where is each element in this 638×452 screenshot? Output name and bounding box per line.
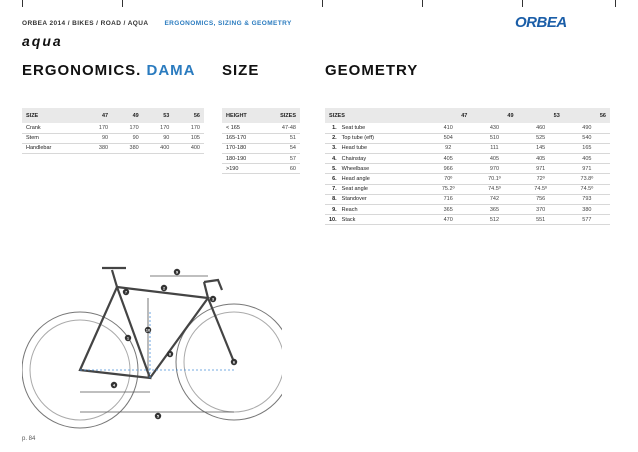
table-row xyxy=(325,143,610,153)
row-label: Seat angle xyxy=(340,184,425,194)
table-cell: 405 xyxy=(518,154,564,164)
column-header: 56 xyxy=(599,112,606,119)
table-cell: 577 xyxy=(564,215,610,225)
column-header: SIZE xyxy=(26,112,39,119)
table-cell: 92 xyxy=(425,143,471,153)
marker-5 xyxy=(155,413,161,419)
table-row xyxy=(325,164,610,174)
crop-mark xyxy=(122,0,123,7)
svg-text:7: 7 xyxy=(124,289,128,295)
table-cell: >190 xyxy=(222,164,265,174)
svg-text:1: 1 xyxy=(126,335,130,341)
table-cell: 111 xyxy=(471,143,517,153)
table-cell: 74.5º xyxy=(471,184,517,194)
row-label: Reach xyxy=(340,205,425,215)
seatpost xyxy=(112,270,117,287)
table-cell: 460 xyxy=(518,123,564,133)
model-logo: aqua xyxy=(22,33,63,49)
table-cell: Crank xyxy=(22,123,81,133)
handlebar xyxy=(204,280,222,298)
table-cell: < 165 xyxy=(222,123,265,133)
table-cell: 971 xyxy=(564,164,610,174)
column-header: HEIGHT xyxy=(226,112,247,119)
row-number: 3. xyxy=(325,143,340,153)
table-cell: 90 xyxy=(112,133,143,143)
row-number: 1. xyxy=(325,123,340,133)
table-cell: 57 xyxy=(265,154,300,164)
fork xyxy=(208,298,236,365)
column-header: 47 xyxy=(461,112,468,119)
table-cell: 380 xyxy=(81,143,112,153)
table-row xyxy=(222,164,300,174)
table-row xyxy=(325,215,610,225)
column-header: 53 xyxy=(163,112,170,119)
table-row xyxy=(325,133,610,143)
ergonomics-title-accent: DAMA xyxy=(146,62,196,79)
table-cell: 400 xyxy=(143,143,174,153)
table-row xyxy=(222,143,300,153)
table-cell: 365 xyxy=(471,205,517,215)
row-number: 6. xyxy=(325,174,340,184)
column-header: SIZES xyxy=(280,112,296,119)
row-number: 9. xyxy=(325,205,340,215)
svg-text:2: 2 xyxy=(162,285,166,291)
table-cell: 170 xyxy=(112,123,143,133)
table-row xyxy=(325,184,610,194)
table-cell: 504 xyxy=(425,133,471,143)
table-cell: 405 xyxy=(471,154,517,164)
table-cell: 51 xyxy=(265,133,300,143)
table-cell: 490 xyxy=(564,123,610,133)
size-title: SIZE xyxy=(222,62,260,79)
table-cell: 170 xyxy=(173,123,204,133)
table-cell: 72º xyxy=(518,174,564,184)
marker-3 xyxy=(210,296,216,302)
marker-8 xyxy=(167,351,173,357)
table-row xyxy=(222,133,300,143)
table-cell: 165-170 xyxy=(222,133,265,143)
marker-2 xyxy=(161,285,167,291)
row-label: Wheelbase xyxy=(340,164,425,174)
svg-text:4: 4 xyxy=(112,382,116,388)
table-row xyxy=(325,194,610,204)
row-label: Seat tube xyxy=(340,123,425,133)
row-label: Chainstay xyxy=(340,154,425,164)
crop-mark xyxy=(422,0,423,7)
table-cell: 405 xyxy=(564,154,610,164)
table-header-row xyxy=(22,108,204,123)
table-cell: 551 xyxy=(518,215,564,225)
table-cell: 180-190 xyxy=(222,154,265,164)
table-cell: 70.1º xyxy=(471,174,517,184)
geometry-table xyxy=(325,108,610,225)
table-row xyxy=(222,154,300,164)
column-header: 49 xyxy=(507,112,514,119)
column-header: 56 xyxy=(193,112,200,119)
table-cell: 73.8º xyxy=(564,174,610,184)
table-cell: 971 xyxy=(518,164,564,174)
table-cell: 70º xyxy=(425,174,471,184)
table-cell: 365 xyxy=(425,205,471,215)
svg-text:5: 5 xyxy=(156,413,160,419)
row-label: Top tube (eff) xyxy=(340,133,425,143)
table-cell: 75.2º xyxy=(425,184,471,194)
breadcrumb xyxy=(22,20,292,27)
breadcrumb-section[interactable]: ERGONOMICS, SIZING & GEOMETRY xyxy=(164,20,292,27)
breadcrumb-path[interactable]: ORBEA 2014 / BIKES / ROAD / AQUA xyxy=(22,20,149,27)
table-cell: 90 xyxy=(143,133,174,143)
size-table xyxy=(222,108,300,174)
row-label: Head angle xyxy=(340,174,425,184)
ergonomics-title-text: ERGONOMICS. xyxy=(22,62,142,79)
svg-text:10: 10 xyxy=(145,327,151,333)
table-row xyxy=(325,205,610,215)
table-cell: 105 xyxy=(173,133,204,143)
table-row xyxy=(325,123,610,133)
column-header: 47 xyxy=(101,112,109,119)
column-header: 49 xyxy=(132,112,139,119)
marker-6 xyxy=(231,359,237,365)
ergonomics-title xyxy=(22,62,196,79)
table-cell: 470 xyxy=(425,215,471,225)
table-cell: 170 xyxy=(143,123,174,133)
row-number: 8. xyxy=(325,194,340,204)
svg-text:6: 6 xyxy=(232,359,236,365)
table-cell: 380 xyxy=(564,205,610,215)
table-cell: 430 xyxy=(471,123,517,133)
table-row xyxy=(325,154,610,164)
column-header: 53 xyxy=(553,112,560,119)
table-cell: 74.5º xyxy=(564,184,610,194)
row-number: 10. xyxy=(325,215,340,225)
table-cell: Handlebar xyxy=(22,143,81,153)
table-cell: 405 xyxy=(425,154,471,164)
table-cell: 170-180 xyxy=(222,143,265,153)
table-cell: 370 xyxy=(518,205,564,215)
table-cell: 90 xyxy=(81,133,112,143)
table-cell: 380 xyxy=(112,143,143,153)
table-row xyxy=(22,133,204,143)
marker-9 xyxy=(174,269,180,275)
table-cell: 165 xyxy=(564,143,610,153)
svg-text:9: 9 xyxy=(175,269,179,275)
page-number: p. 84 xyxy=(22,436,36,442)
marker-10 xyxy=(145,327,151,333)
table-cell: 60 xyxy=(265,164,300,174)
table-cell: 525 xyxy=(518,133,564,143)
row-label: Stack xyxy=(340,215,425,225)
table-cell: 47-48 xyxy=(265,123,300,133)
crop-mark xyxy=(615,0,616,7)
row-label: Standover xyxy=(340,194,425,204)
crop-mark xyxy=(322,0,323,7)
table-cell: 512 xyxy=(471,215,517,225)
table-cell: 54 xyxy=(265,143,300,153)
row-number: 7. xyxy=(325,184,340,194)
table-cell: 145 xyxy=(518,143,564,153)
table-row xyxy=(22,123,204,133)
rear-triangle xyxy=(80,287,150,378)
table-header-row xyxy=(222,108,300,123)
table-cell: 510 xyxy=(471,133,517,143)
table-cell: 716 xyxy=(425,194,471,204)
svg-text:3: 3 xyxy=(211,296,215,302)
table-cell: 756 xyxy=(518,194,564,204)
table-row xyxy=(22,143,204,153)
table-cell: 540 xyxy=(564,133,610,143)
table-cell: 410 xyxy=(425,123,471,133)
geometry-table-body xyxy=(325,123,610,225)
table-cell: 793 xyxy=(564,194,610,204)
brand-logo: ORBEA xyxy=(515,14,567,31)
crop-mark xyxy=(522,0,523,7)
marker-1 xyxy=(125,335,131,341)
svg-text:8: 8 xyxy=(168,351,172,357)
row-number: 5. xyxy=(325,164,340,174)
table-cell: 74.5º xyxy=(518,184,564,194)
geometry-title: GEOMETRY xyxy=(325,62,419,79)
table-cell: Stem xyxy=(22,133,81,143)
table-row xyxy=(325,174,610,184)
ergonomics-table xyxy=(22,108,204,154)
table-cell: 400 xyxy=(173,143,204,153)
table-cell: 970 xyxy=(471,164,517,174)
table-cell: 742 xyxy=(471,194,517,204)
row-number: 4. xyxy=(325,154,340,164)
bike-geometry-diagram xyxy=(22,232,282,432)
table-header-row xyxy=(325,108,610,123)
table-cell: 170 xyxy=(81,123,112,133)
crop-mark xyxy=(22,0,23,7)
column-header: SIZES xyxy=(329,112,345,119)
main-triangle xyxy=(117,287,208,378)
table-row xyxy=(222,123,300,133)
marker-4 xyxy=(111,382,117,388)
table-cell: 966 xyxy=(425,164,471,174)
marker-7 xyxy=(123,289,129,295)
row-number: 2. xyxy=(325,133,340,143)
row-label: Head tube xyxy=(340,143,425,153)
